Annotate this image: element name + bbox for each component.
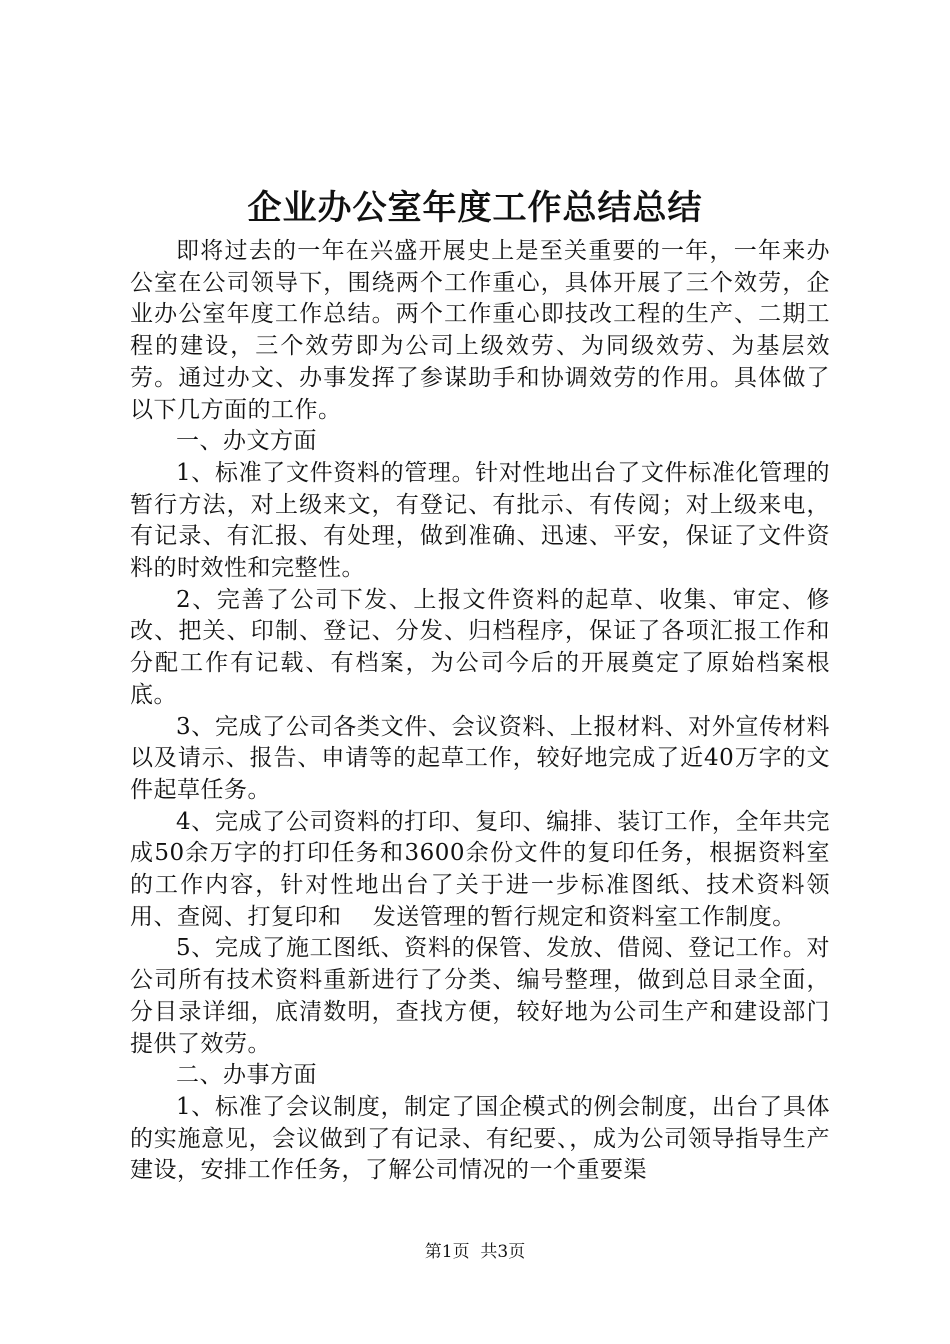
page-number: 第1页 — [424, 1242, 470, 1262]
section-heading-affairs: 二、办事方面 — [176, 1062, 317, 1089]
body-paragraph: 3、完成了公司各类文件、会议资料、上报材料、对外宣传材料以及请示、报告、申请等的起草工作，较好地完成了近40万字的文件起草任务。 — [130, 713, 830, 803]
section-heading-documents: 一、办文方面 — [176, 428, 317, 455]
document-body — [130, 236, 830, 1187]
page-total: 共3页 — [480, 1242, 526, 1262]
page-footer — [0, 1240, 950, 1264]
body-paragraph: 4、完成了公司资料的打印、复印、编排、装订工作，全年共完成50余万字的打印任务和3600余份文件的复印任务，根据资料室的工作内容，针对性地出台了关于进一步标准图纸、技术资料领用、查阅、打复印和 发送管理的暂行规定和资料室工作制度。 — [130, 808, 830, 930]
body-paragraph: 2、完善了公司下发、上报文件资料的起草、收集、审定、修改、把关、印制、登记、分发、归档程序，保证了各项汇报工作和分配工作有记载、有档案，为公司今后的开展奠定了原始档案根底。 — [130, 586, 830, 708]
body-paragraph: 1、标准了文件资料的管理。针对性地出台了文件标准化管理的暂行方法，对上级来文，有登记、有批示、有传阅；对上级来电，有记录、有汇报、有处理，做到准确、迅速、平安，保证了文件资料的时效性和完整性。 — [130, 459, 830, 582]
intro-paragraph: 即将过去的一年在兴盛开展史上是至关重要的一年，一年来办公室在公司领导下，围绕两个工作重心，具体开展了三个效劳，企业办公室年度工作总结。两个工作重心即技改工程的生产、二期工程的建设，三个效劳即为公司上级效劳、为同级效劳、为基层效劳。通过办文、办事发挥了参谋助手和协调效劳的作用。具体做了以下几方面的工作。 — [130, 238, 830, 423]
body-paragraph: 5、完成了施工图纸、资料的保管、发放、借阅、登记工作。对公司所有技术资料重新进行了分类、编号整理，做到总目录全面，分目录详细，底清数明，查找方便，较好地为公司生产和建设部门提供了效劳。 — [130, 935, 830, 1057]
body-paragraph: 1、标准了会议制度，制定了国企模式的例会制度，出台了具体的实施意见，会议做到了有记录、有纪要、，成为公司领导指导生产建设，安排工作任务，了解公司情况的一个重要渠 — [130, 1093, 830, 1184]
document-title: 企业办公室年度工作总结总结 — [247, 188, 703, 228]
